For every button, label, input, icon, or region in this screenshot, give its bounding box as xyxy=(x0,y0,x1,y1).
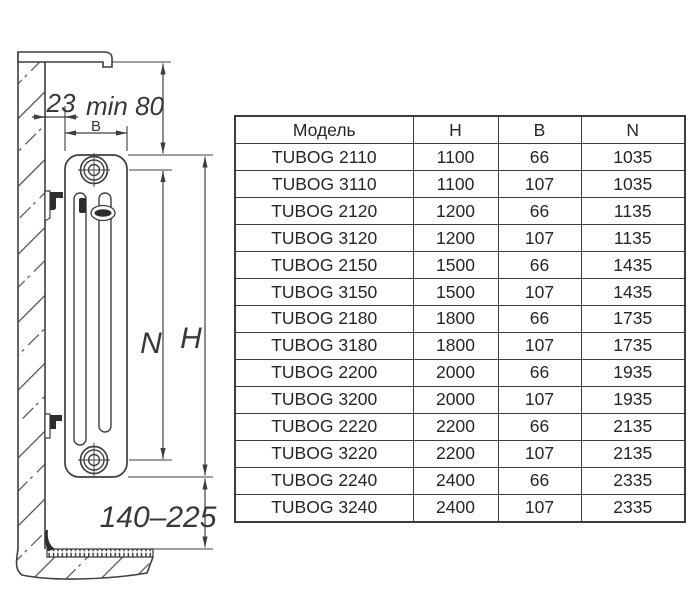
cell-b: 66 xyxy=(498,413,581,440)
cell-model: TUBOG 3180 xyxy=(235,332,413,359)
cell-h: 2400 xyxy=(413,467,498,494)
floor-anchor xyxy=(45,530,55,551)
table-row xyxy=(235,359,685,386)
cell-model: TUBOG 2220 xyxy=(235,413,413,440)
cell-model: TUBOG 3200 xyxy=(235,386,413,413)
cell-h: 1800 xyxy=(413,306,498,333)
cell-model: TUBOG 3220 xyxy=(235,440,413,467)
col-header-n: N xyxy=(581,116,685,144)
cell-n: 1035 xyxy=(581,144,685,171)
spec-table xyxy=(234,115,686,523)
cell-h: 2000 xyxy=(413,386,498,413)
table-row xyxy=(235,252,685,279)
radiator xyxy=(65,153,127,477)
table-row xyxy=(235,144,685,171)
bottom-bracket xyxy=(45,414,62,438)
cell-h: 1200 xyxy=(413,198,498,225)
table-header-row xyxy=(235,116,685,144)
col-header-h: H xyxy=(413,116,498,144)
cell-n: 1135 xyxy=(581,198,685,225)
cell-n: 2335 xyxy=(581,494,685,522)
cell-model: TUBOG 3110 xyxy=(235,171,413,198)
cell-n: 2135 xyxy=(581,440,685,467)
table-row xyxy=(235,386,685,413)
cell-b: 66 xyxy=(498,467,581,494)
dim-label-height: H xyxy=(180,322,202,355)
cell-n: 1035 xyxy=(581,171,685,198)
cell-model: TUBOG 3120 xyxy=(235,225,413,252)
cell-h: 1500 xyxy=(413,279,498,306)
cell-n: 2335 xyxy=(581,467,685,494)
table-row xyxy=(235,198,685,225)
cell-b: 107 xyxy=(498,225,581,252)
cell-model: TUBOG 2150 xyxy=(235,252,413,279)
table-row xyxy=(235,440,685,467)
dim-label-min-clearance: min 80 xyxy=(85,91,165,121)
cell-n: 1735 xyxy=(581,306,685,333)
cell-n: 1935 xyxy=(581,386,685,413)
table-row xyxy=(235,225,685,252)
floor-strip xyxy=(47,549,153,557)
cell-n: 1935 xyxy=(581,359,685,386)
table-row xyxy=(235,279,685,306)
cell-b: 107 xyxy=(498,332,581,359)
cell-b: 66 xyxy=(498,359,581,386)
cell-b: 107 xyxy=(498,171,581,198)
cell-h: 2000 xyxy=(413,359,498,386)
cell-b: 107 xyxy=(498,386,581,413)
cell-b: 107 xyxy=(498,279,581,306)
dim-label-wall-gap: 23 xyxy=(46,88,76,118)
table-row xyxy=(235,494,685,522)
cell-b: 66 xyxy=(498,144,581,171)
cell-b: 66 xyxy=(498,198,581,225)
cell-model: TUBOG 2240 xyxy=(235,467,413,494)
table-row xyxy=(235,413,685,440)
cell-h: 1500 xyxy=(413,252,498,279)
cell-model: TUBOG 3240 xyxy=(235,494,413,522)
cell-b: 66 xyxy=(498,252,581,279)
table-row xyxy=(235,306,685,333)
cell-h: 2200 xyxy=(413,413,498,440)
col-header-b: B xyxy=(498,116,581,144)
cell-h: 1800 xyxy=(413,332,498,359)
cell-model: TUBOG 2200 xyxy=(235,359,413,386)
cell-b: 107 xyxy=(498,494,581,522)
cell-n: 1435 xyxy=(581,279,685,306)
cell-n: 2135 xyxy=(581,413,685,440)
table-row xyxy=(235,171,685,198)
col-header-model: Модель xyxy=(235,116,413,144)
cell-model: TUBOG 2180 xyxy=(235,306,413,333)
table-row xyxy=(235,332,685,359)
cell-n: 1735 xyxy=(581,332,685,359)
dim-label-axis-distance: N xyxy=(140,327,162,360)
cell-b: 66 xyxy=(498,306,581,333)
dim-label-depth: B xyxy=(90,118,102,135)
cell-n: 1435 xyxy=(581,252,685,279)
cell-model: TUBOG 2120 xyxy=(235,198,413,225)
cell-h: 1200 xyxy=(413,225,498,252)
brand-oval xyxy=(91,206,115,221)
cell-h: 2200 xyxy=(413,440,498,467)
cell-n: 1135 xyxy=(581,225,685,252)
cell-h: 1100 xyxy=(413,144,498,171)
table-row xyxy=(235,467,685,494)
cell-b: 107 xyxy=(498,440,581,467)
cell-h: 1100 xyxy=(413,171,498,198)
cell-model: TUBOG 3150 xyxy=(235,279,413,306)
dim-label-floor-clearance: 140–225 xyxy=(99,501,217,534)
cell-model: TUBOG 2110 xyxy=(235,144,413,171)
cell-h: 2400 xyxy=(413,494,498,522)
